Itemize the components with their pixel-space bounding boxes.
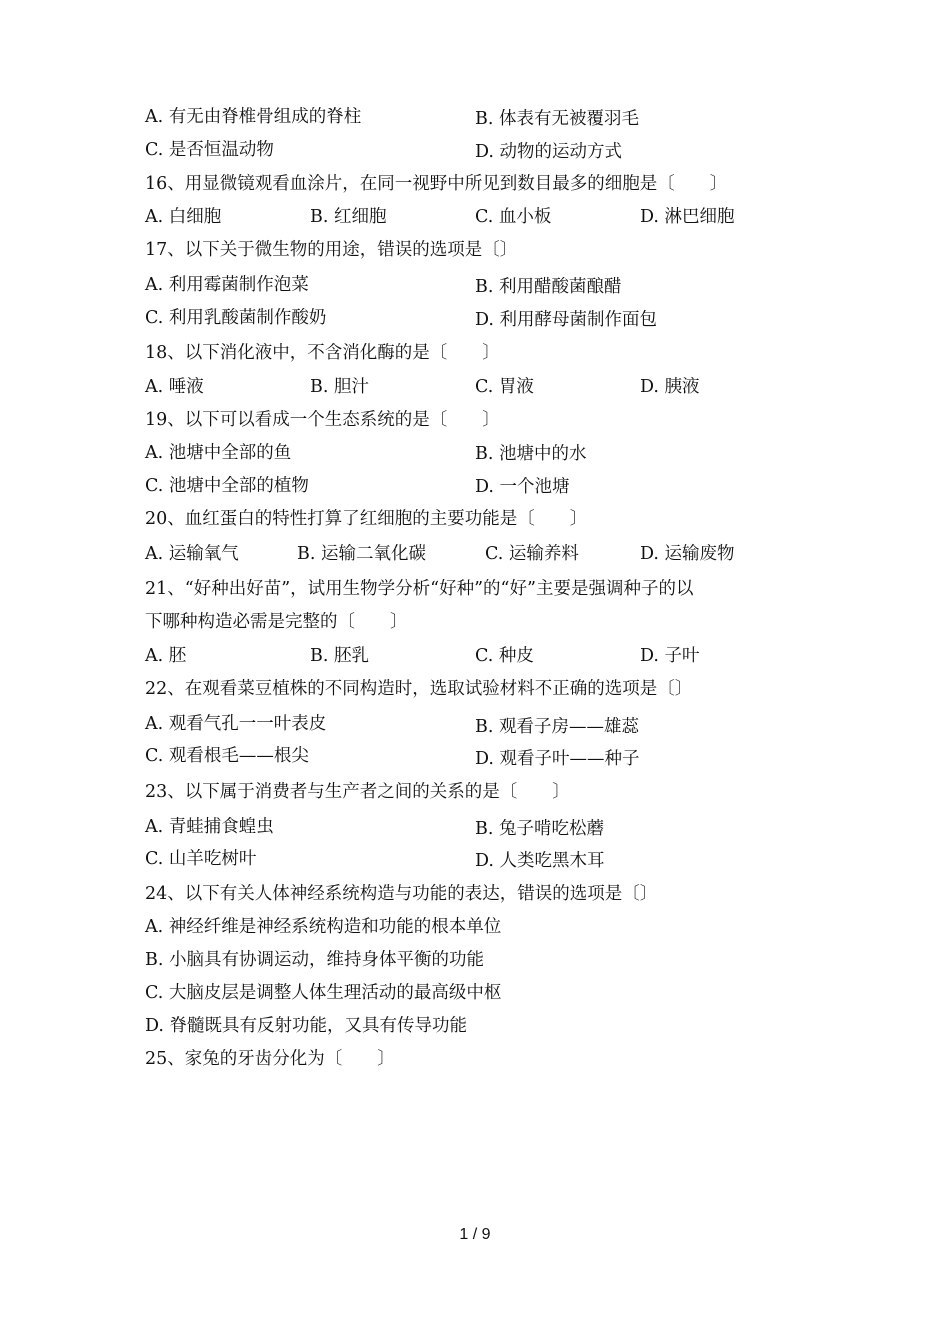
- q16-option-c: C. 血小板: [475, 207, 552, 227]
- q21-option-a: A. 胚: [145, 646, 187, 666]
- q15-option-a: A. 有无由脊椎骨组成的脊柱: [145, 107, 362, 127]
- q23-option-d: D. 人类吃黑木耳: [475, 851, 605, 871]
- q24-option-a: A. 神经纤维是神经系统构造和功能的根本单位: [145, 917, 502, 937]
- q21-stem-line1: 21、“好种出好苗”，试用生物学分析“好种”的“好”主要是强调种子的以: [145, 579, 694, 599]
- q22-option-c: C. 观看根毛——根尖: [145, 746, 309, 766]
- q18-option-d: D. 胰液: [640, 377, 700, 397]
- q21-stem-line2: 下哪种构造必需是完整的〔 〕: [145, 612, 408, 632]
- q17-option-d: D. 利用酵母菌制作面包: [475, 310, 658, 330]
- q21-option-c: C. 种皮: [475, 646, 534, 666]
- q23-option-a: A. 青蛙捕食蝗虫: [145, 817, 274, 837]
- q21-option-b: B. 胚乳: [310, 646, 369, 666]
- page-number: 1 / 9: [459, 1226, 491, 1243]
- q23-option-c: C. 山羊吃树叶: [145, 849, 257, 869]
- q19-option-d: D. 一个池塘: [475, 477, 570, 497]
- q17-option-b: B. 利用醋酸菌酿醋: [475, 277, 622, 297]
- q22-option-d: D. 观看子叶——种子: [475, 749, 640, 769]
- q18-option-a: A. 唾液: [145, 377, 204, 397]
- q16-stem: 16、用显微镜观看血涂片，在同一视野中所见到数目最多的细胞是〔 〕: [145, 174, 728, 194]
- q19-option-c: C. 池塘中全部的植物: [145, 476, 309, 496]
- q20-option-a: A. 运输氧气: [145, 544, 239, 564]
- q24-stem: 24、以下有关人体神经系统构造与功能的表达，错误的选项是〔〕: [145, 884, 658, 904]
- q23-stem: 23、以下属于消费者与生产者之间的关系的是〔 〕: [145, 782, 570, 802]
- q19-option-a: A. 池塘中全部的鱼: [145, 443, 292, 463]
- q15-option-c: C. 是否恒温动物: [145, 140, 274, 160]
- q24-option-b: B. 小脑具有协调运动，维持身体平衡的功能: [145, 950, 484, 970]
- q20-stem: 20、血红蛋白的特性打算了红细胞的主要功能是〔 〕: [145, 509, 588, 529]
- q16-option-b: B. 红细胞: [310, 207, 387, 227]
- q24-option-d: D. 脊髓既具有反射功能，又具有传导功能: [145, 1016, 468, 1036]
- q22-option-a: A. 观看气孔一一叶表皮: [145, 714, 327, 734]
- q16-option-d: D. 淋巴细胞: [640, 207, 735, 227]
- q15-option-b: B. 体表有无被覆羽毛: [475, 109, 639, 129]
- q17-stem: 17、以下关于微生物的用途，错误的选项是〔〕: [145, 240, 518, 260]
- q18-option-b: B. 胆汁: [310, 377, 369, 397]
- q19-stem: 19、以下可以看成一个生态系统的是〔 〕: [145, 410, 500, 430]
- q22-stem: 22、在观看菜豆植株的不同构造时，选取试验材料不正确的选项是〔〕: [145, 679, 693, 699]
- q18-option-c: C. 胃液: [475, 377, 534, 397]
- q21-option-d: D. 子叶: [640, 646, 700, 666]
- q17-option-a: A. 利用霉菌制作泡菜: [145, 275, 309, 295]
- q18-stem: 18、以下消化液中，不含消化酶的是〔 〕: [145, 343, 500, 363]
- q15-option-d: D. 动物的运动方式: [475, 142, 623, 162]
- q23-option-b: B. 兔子啃吃松蘑: [475, 819, 604, 839]
- q24-option-c: C. 大脑皮层是调整人体生理活动的最高级中枢: [145, 983, 502, 1003]
- q20-option-b: B. 运输二氧化碳: [297, 544, 426, 564]
- q20-option-c: C. 运输养料: [485, 544, 579, 564]
- q16-option-a: A. 白细胞: [145, 207, 222, 227]
- q22-option-b: B. 观看子房——雄蕊: [475, 717, 639, 737]
- q19-option-b: B. 池塘中的水: [475, 444, 587, 464]
- q20-option-d: D. 运输废物: [640, 544, 735, 564]
- q17-option-c: C. 利用乳酸菌制作酸奶: [145, 308, 327, 328]
- q25-stem: 25、家兔的牙齿分化为〔 〕: [145, 1049, 395, 1069]
